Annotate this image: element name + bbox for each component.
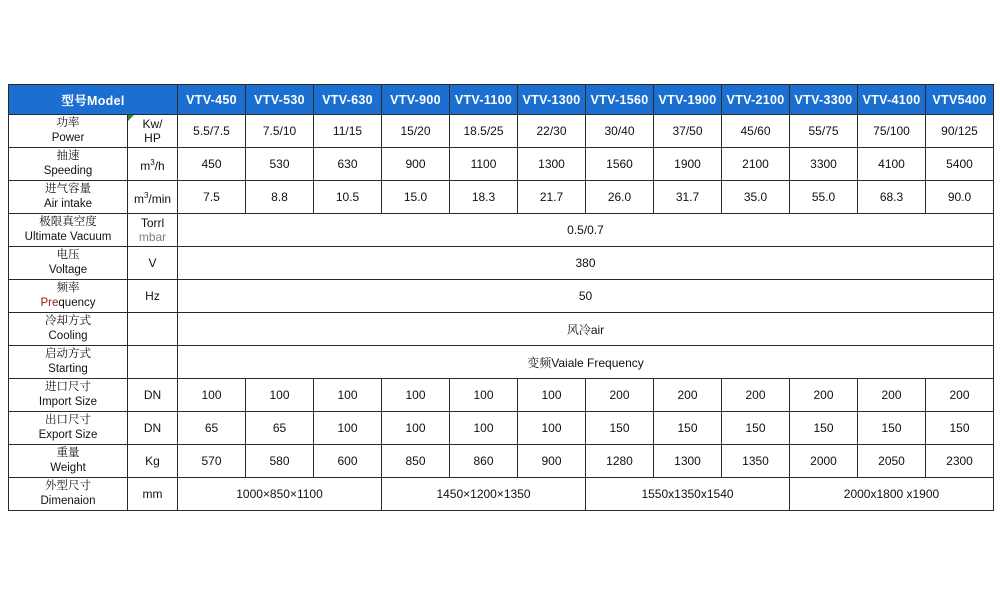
table-cell: 150	[790, 412, 858, 445]
row-label: 重量 Weight	[9, 445, 128, 478]
table-cell: 100	[518, 412, 586, 445]
table-cell: 2300	[926, 445, 994, 478]
table-cell: 450	[178, 148, 246, 181]
row-export-size	[9, 412, 994, 445]
table-cell: 37/50	[654, 115, 722, 148]
header-model: 型号Model	[9, 85, 178, 115]
row-label: 极限真空度 Ultimate Vacuum	[9, 214, 128, 247]
table-cell: 580	[246, 445, 314, 478]
table-cell: 45/60	[722, 115, 790, 148]
table-cell: 630	[314, 148, 382, 181]
row-label: 频率 Prequency	[9, 280, 128, 313]
header-model-col: VTV-2100	[722, 85, 790, 115]
row-label: 电压 Voltage	[9, 247, 128, 280]
row-label: 出口尺寸 Export Size	[9, 412, 128, 445]
table-cell: 1300	[654, 445, 722, 478]
table-cell: 1560	[586, 148, 654, 181]
table-cell: 3300	[790, 148, 858, 181]
row-weight	[9, 445, 994, 478]
row-ultimate-vacuum	[9, 214, 994, 247]
table-cell-group: 1550x1350x1540	[586, 478, 790, 511]
header-model-col: VTV-1100	[450, 85, 518, 115]
table-cell: 65	[246, 412, 314, 445]
table-cell: 2100	[722, 148, 790, 181]
table-cell: 100	[178, 379, 246, 412]
table-cell: 18.5/25	[450, 115, 518, 148]
row-unit	[128, 346, 178, 379]
spec-table	[8, 84, 994, 511]
header-model-col: VTV-4100	[858, 85, 926, 115]
table-cell: 65	[178, 412, 246, 445]
row-label: 冷却方式 Cooling	[9, 313, 128, 346]
row-label: 功率 Power	[9, 115, 128, 148]
row-label: 外型尺寸 Dimenaion	[9, 478, 128, 511]
table-cell: 100	[382, 412, 450, 445]
table-cell: 150	[926, 412, 994, 445]
table-cell: 150	[586, 412, 654, 445]
table-cell: 100	[246, 379, 314, 412]
table-cell: 55/75	[790, 115, 858, 148]
table-cell-group: 1450×1200×1350	[382, 478, 586, 511]
table-cell: 1350	[722, 445, 790, 478]
header-model-col: VTV-1900	[654, 85, 722, 115]
table-cell: 530	[246, 148, 314, 181]
row-unit: DN	[128, 412, 178, 445]
header-model-col: VTV-530	[246, 85, 314, 115]
table-cell: 1900	[654, 148, 722, 181]
table-cell: 100	[314, 412, 382, 445]
table-cell: 200	[722, 379, 790, 412]
row-speeding	[9, 148, 994, 181]
table-cell: 7.5/10	[246, 115, 314, 148]
table-cell: 26.0	[586, 181, 654, 214]
table-cell: 30/40	[586, 115, 654, 148]
table-cell: 15/20	[382, 115, 450, 148]
table-cell: 850	[382, 445, 450, 478]
row-unit: V	[128, 247, 178, 280]
row-unit: mm	[128, 478, 178, 511]
row-frequency	[9, 280, 994, 313]
header-model-col: VTV-1560	[586, 85, 654, 115]
row-unit: Hz	[128, 280, 178, 313]
table-cell: 18.3	[450, 181, 518, 214]
header-model-col: VTV5400	[926, 85, 994, 115]
row-label: 启动方式 Starting	[9, 346, 128, 379]
header-model-col: VTV-450	[178, 85, 246, 115]
table-cell: 4100	[858, 148, 926, 181]
table-cell: 100	[450, 412, 518, 445]
table-cell: 1300	[518, 148, 586, 181]
table-cell: 90/125	[926, 115, 994, 148]
table-cell: 860	[450, 445, 518, 478]
table-cell-group: 2000x1800 x1900	[790, 478, 994, 511]
table-cell: 900	[382, 148, 450, 181]
row-unit	[128, 313, 178, 346]
table-cell: 200	[654, 379, 722, 412]
table-cell: 7.5	[178, 181, 246, 214]
table-cell: 90.0	[926, 181, 994, 214]
table-cell: 15.0	[382, 181, 450, 214]
table-cell-merged: 50	[178, 280, 994, 313]
row-import-size	[9, 379, 994, 412]
table-cell-merged: 变频Vaiale Frequency	[178, 346, 994, 379]
table-cell-merged: 0.5/0.7	[178, 214, 994, 247]
table-cell: 21.7	[518, 181, 586, 214]
table-cell: 100	[314, 379, 382, 412]
table-cell: 8.8	[246, 181, 314, 214]
table-cell: 570	[178, 445, 246, 478]
table-cell: 1280	[586, 445, 654, 478]
header-model-col: VTV-3300	[790, 85, 858, 115]
row-starting	[9, 346, 994, 379]
table-cell: 200	[790, 379, 858, 412]
table-cell: 150	[722, 412, 790, 445]
row-dimension	[9, 478, 994, 511]
table-cell: 900	[518, 445, 586, 478]
header-model-col: VTV-630	[314, 85, 382, 115]
header-row	[9, 85, 994, 115]
table-cell: 11/15	[314, 115, 382, 148]
table-cell: 600	[314, 445, 382, 478]
row-unit: Kw/ HP	[128, 115, 178, 148]
table-cell: 35.0	[722, 181, 790, 214]
table-cell: 100	[450, 379, 518, 412]
row-cooling	[9, 313, 994, 346]
row-unit: $m^3/h$	[128, 148, 178, 181]
row-unit: $m^3/\min$	[128, 181, 178, 214]
row-unit: DN	[128, 379, 178, 412]
table-cell-merged: 380	[178, 247, 994, 280]
table-cell: 150	[858, 412, 926, 445]
table-cell: 5.5/7.5	[178, 115, 246, 148]
row-label: 抽速 Speeding	[9, 148, 128, 181]
table-cell: 150	[654, 412, 722, 445]
table-cell: 5400	[926, 148, 994, 181]
table-cell: 100	[518, 379, 586, 412]
header-model-col: VTV-1300	[518, 85, 586, 115]
table-cell: 2050	[858, 445, 926, 478]
row-power	[9, 115, 994, 148]
row-voltage	[9, 247, 994, 280]
table-cell: 75/100	[858, 115, 926, 148]
table-cell: 22/30	[518, 115, 586, 148]
row-air-intake	[9, 181, 994, 214]
table-cell: 200	[926, 379, 994, 412]
table-cell: 68.3	[858, 181, 926, 214]
table-cell: 31.7	[654, 181, 722, 214]
table-cell: 200	[586, 379, 654, 412]
table-cell: 2000	[790, 445, 858, 478]
row-unit: Torrl mbar	[128, 214, 178, 247]
table-cell: 1100	[450, 148, 518, 181]
table-cell: 100	[382, 379, 450, 412]
row-label: 进气容量 Air intake	[9, 181, 128, 214]
row-label: 进口尺寸 Import Size	[9, 379, 128, 412]
table-cell: 200	[858, 379, 926, 412]
header-model-col: VTV-900	[382, 85, 450, 115]
table-cell-group: 1000×850×1100	[178, 478, 382, 511]
row-unit: Kg	[128, 445, 178, 478]
table-cell-merged: 风冷air	[178, 313, 994, 346]
table-cell: 10.5	[314, 181, 382, 214]
table-cell: 55.0	[790, 181, 858, 214]
